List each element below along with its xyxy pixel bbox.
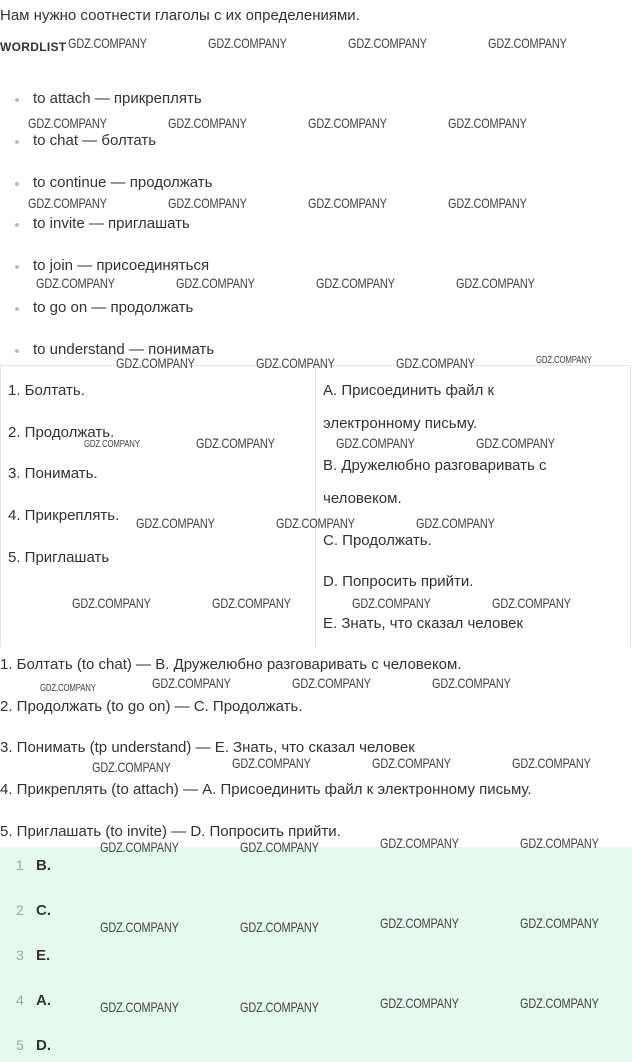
match-line: 1. Болтать (to chat) — B. Дружелюбно разговаривать с человеком. <box>0 656 462 673</box>
table-divider <box>315 366 316 648</box>
answers-box <box>0 847 632 1062</box>
bullet-icon <box>15 265 19 269</box>
watermark: GDZ.COMPANY <box>520 915 599 931</box>
watermark: GDZ.COMPANY <box>232 755 311 771</box>
table-left-cell: 2. Продолжать. <box>8 424 115 441</box>
watermark: GDZ.COMPANY <box>380 835 459 851</box>
watermark: GDZ.COMPANY <box>352 595 431 611</box>
watermark: GDZ.COMPANY <box>196 435 275 451</box>
answer-number: 3 <box>16 947 24 963</box>
watermark: GDZ.COMPANY <box>336 435 415 451</box>
answer-value: D. <box>36 1037 51 1054</box>
watermark: GDZ.COMPANY <box>240 999 319 1015</box>
list-item: to invite — приглашать <box>16 215 173 232</box>
answer-value: C. <box>36 902 51 919</box>
watermark: GDZ.COMPANY <box>448 115 527 131</box>
watermark: GDZ.COMPANY <box>152 675 231 691</box>
watermark: GDZ.COMPANY <box>488 35 567 51</box>
watermark: GDZ.COMPANY <box>240 919 319 935</box>
table-left-cell: 4. Прикреплять. <box>8 507 120 524</box>
list-item: to chat — болтать <box>16 132 139 149</box>
watermark: GDZ.COMPANY <box>292 675 371 691</box>
watermark: GDZ.COMPANY <box>396 355 475 371</box>
watermark: GDZ.COMPANY <box>276 515 355 531</box>
answer-value: E. <box>36 947 51 964</box>
bullet-icon <box>15 349 19 353</box>
watermark: GDZ.COMPANY <box>168 115 247 131</box>
watermark: GDZ.COMPANY <box>416 515 495 531</box>
watermark: GDZ.COMPANY <box>520 835 599 851</box>
watermark: GDZ.COMPANY <box>308 195 387 211</box>
watermark: GDZ.COMPANY <box>240 839 319 855</box>
watermark: GDZ.COMPANY <box>372 755 451 771</box>
table-right-cell: E. Знать, что сказал человек <box>323 615 524 632</box>
watermark: GDZ.COMPANY <box>68 35 147 51</box>
watermark: GDZ.COMPANY <box>380 995 459 1011</box>
answer-value: B. <box>36 857 51 874</box>
intro-text: Нам нужно соотнести глаголы с их определениями. <box>0 7 360 24</box>
table-right-cell: электронному письму. <box>323 415 478 432</box>
watermark: GDZ.COMPANY <box>316 275 395 291</box>
answer-row <box>0 947 632 967</box>
watermark: GDZ.COMPANY <box>348 35 427 51</box>
watermark: GDZ.COMPANY <box>432 675 511 691</box>
watermark: GDZ.COMPANY <box>308 115 387 131</box>
watermark: GDZ.COMPANY <box>40 683 96 694</box>
table-right-cell: C. Продолжать. <box>323 532 432 549</box>
watermark: GDZ.COMPANY <box>100 999 179 1015</box>
table-right-cell: A. Присоединить файл к <box>323 382 495 399</box>
watermark: GDZ.COMPANY <box>28 195 107 211</box>
answer-number: 5 <box>16 1037 24 1053</box>
match-line: 5. Приглашать (to invite) — D. Попросить прийти. <box>0 823 341 840</box>
table-right-cell: B. Дружелюбно разговаривать с <box>323 457 547 474</box>
watermark: GDZ.COMPANY <box>476 435 555 451</box>
answer-number: 4 <box>16 992 24 1008</box>
watermark: GDZ.COMPANY <box>448 195 527 211</box>
watermark: GDZ.COMPANY <box>28 115 107 131</box>
bullet-icon <box>15 182 19 186</box>
table-left-cell: 3. Понимать. <box>8 465 98 482</box>
watermark: GDZ.COMPANY <box>456 275 535 291</box>
watermark: GDZ.COMPANY <box>92 759 171 775</box>
watermark: GDZ.COMPANY <box>136 515 215 531</box>
wordlist-title: WORDLIST <box>0 40 67 54</box>
table-right-cell: человеком. <box>323 490 402 507</box>
answer-row <box>0 1037 632 1057</box>
watermark: GDZ.COMPANY <box>492 595 571 611</box>
watermark: GDZ.COMPANY <box>208 35 287 51</box>
watermark: GDZ.COMPANY <box>512 755 591 771</box>
answer-number: 1 <box>16 857 24 873</box>
watermark: GDZ.COMPANY <box>100 919 179 935</box>
answer-row <box>0 857 632 877</box>
watermark: GDZ.COMPANY <box>520 995 599 1011</box>
watermark: GDZ.COMPANY <box>168 195 247 211</box>
table-left-cell: 5. Приглашать <box>8 549 110 566</box>
table-right-cell: D. Попросить прийти. <box>323 573 474 590</box>
answer-number: 2 <box>16 902 24 918</box>
match-line: 2. Продолжать (to go on) — C. Продолжать. <box>0 698 303 715</box>
table-left-cell: 1. Болтать. <box>8 382 85 399</box>
watermark: GDZ.COMPANY <box>72 595 151 611</box>
watermark: GDZ.COMPANY <box>380 915 459 931</box>
match-line: 4. Прикреплять (to attach) — A. Присоединить файл к электронному письму. <box>0 781 532 798</box>
bullet-icon <box>15 140 19 144</box>
bullet-icon <box>15 98 19 102</box>
watermark: GDZ.COMPANY <box>84 439 140 450</box>
watermark: GDZ.COMPANY <box>116 355 195 371</box>
watermark: GDZ.COMPANY <box>212 595 291 611</box>
answer-value: A. <box>36 992 51 1009</box>
list-item: to continue — продолжать <box>16 174 195 191</box>
list-item: to attach — прикреплять <box>16 90 185 107</box>
list-item: to join — присоединяться <box>16 257 192 274</box>
bullet-icon <box>15 223 19 227</box>
bullet-icon <box>15 307 19 311</box>
match-line: 3. Понимать (tp understand) — E. Знать, что сказал человек <box>0 739 415 756</box>
watermark: GDZ.COMPANY <box>100 839 179 855</box>
watermark: GDZ.COMPANY <box>36 275 115 291</box>
list-item: to go on — продолжать <box>16 299 176 316</box>
watermark: GDZ.COMPANY <box>256 355 335 371</box>
watermark: GDZ.COMPANY <box>176 275 255 291</box>
list-item: to understand — понимать <box>16 341 197 358</box>
watermark: GDZ.COMPANY <box>536 355 592 366</box>
